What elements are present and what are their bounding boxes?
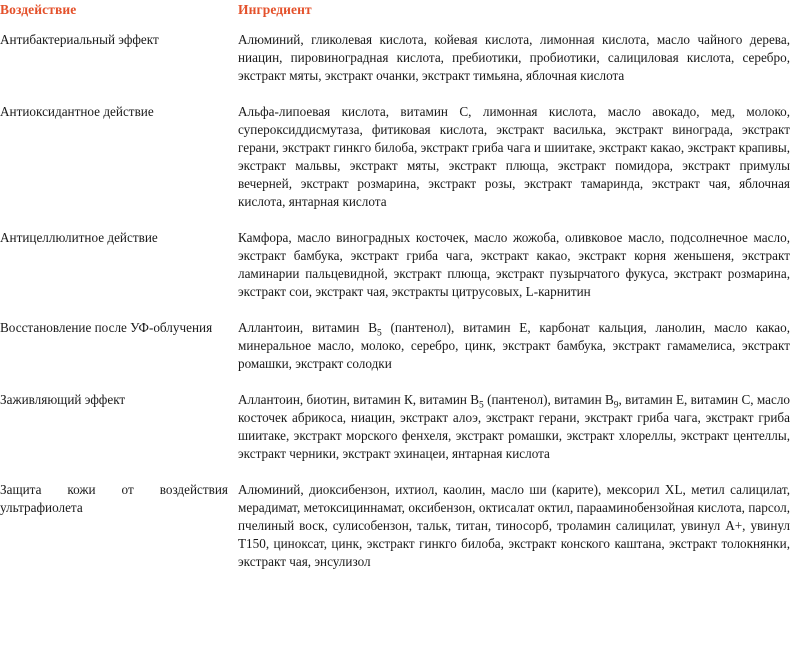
cell-ingredient: Алюминий, диоксибензон, ихтиол, каолин, масло ши (карите), мексорил XL, метил салицилат, мерадимат, метоксициннамат, оксибензон, октисалат октил, парааминобензойная кислота, парсол, пчелиный воск, сулисобензон, тальк, титан, тиносорб, троламин салицилат, увинул А+, увинул Т150, циноксат, цинк, экстракт гинкго билоба, экстракт конского каштана, экстракт толокнянки, экстракт чая, энсулизол xyxy=(238,482,790,569)
cell-ingredient: Альфа-липоевая кислота, витамин С, лимонная кислота, масло авокадо, мед, молоко, супероксиддисмутаза, фитиковая кислота, экстракт василька, экстракт винограда, экстракт герани, экстракт гинкго билоба, экстракт гриба чага и шиитаке, экстракт какао, экстракт крапивы, экстракт мальвы, экстракт мяты, экстракт плюща, экстракт помидора, экстракт примулы вечерней, экстракт розмарина, экстракт розы, экстракт тамаринда, экстракт чая, яблочная кислота, янтарная кислота xyxy=(238,104,790,209)
table-row xyxy=(0,481,790,571)
cell-effect: Восстановление после УФ-облучения xyxy=(0,320,213,335)
cell-ingredient: Аллантоин, витамин $B_5$ (пантенол), витамин Е, карбонат кальция, ланолин, масло какао, минеральное масло, молоко, серебро, цинк, экстракт бамбука, экстракт гамамелиса, экстракт ромашки, экстракт солодки xyxy=(238,320,790,371)
table-row xyxy=(0,229,790,319)
table-row xyxy=(0,319,790,391)
cell-effect: Антиоксидантное действие xyxy=(0,104,154,119)
table-header-row xyxy=(0,0,790,31)
cell-effect: Антибактериальный эффект xyxy=(0,32,159,47)
table-row xyxy=(0,103,790,229)
column-header-effect: Воздействие xyxy=(0,2,77,17)
cell-ingredient: Камфора, масло виноградных косточек, масло жожоба, оливковое масло, подсолнечное масло, экстракт бамбука, экстракт гриба чага, экстракт какао, экстракт корня женьшеня, экстракт ламинарии пальцевидной, экстракт плюща, экстракт пузырчатого фукуса, экстракт розмарина, экстракт сои, экстракт чая, экстракты цитрусовых, L-карнитин xyxy=(238,230,790,299)
cell-effect: Антицеллюлитное действие xyxy=(0,230,158,245)
cell-effect: Заживляющий эффект xyxy=(0,392,126,407)
table-body xyxy=(0,31,790,571)
table-row xyxy=(0,391,790,481)
table-header xyxy=(0,0,790,31)
table-row xyxy=(0,31,790,103)
cell-ingredient: Аллантоин, биотин, витамин К, витамин $B_5$ (пантенол), витамин $B_9$, витамин Е, витамин С, масло косточек абрикоса, ниацин, экстракт алоэ, экстракт герани, экстракт гриба чага, экстракт гриба шиитаке, экстракт морского фенхеля, экстракт ромашки, экстракт хлореллы, экстракт центеллы, экстракт черники, экстракт эхинацеи, янтарная кислота xyxy=(238,392,790,461)
cell-effect: Защита кожи от воздействия ультрафиолета xyxy=(0,482,228,515)
column-header-ingredient: Ингредиент xyxy=(238,2,312,17)
cell-ingredient: Алюминий, гликолевая кислота, койевая кислота, лимонная кислота, масло чайного дерева, ниацин, пировиноградная кислота, пребиотики, пробиотики, салициловая кислота, серебро, экстракт мяты, экстракт очанки, экстракт тимьяна, яблочная кислота xyxy=(238,32,790,83)
